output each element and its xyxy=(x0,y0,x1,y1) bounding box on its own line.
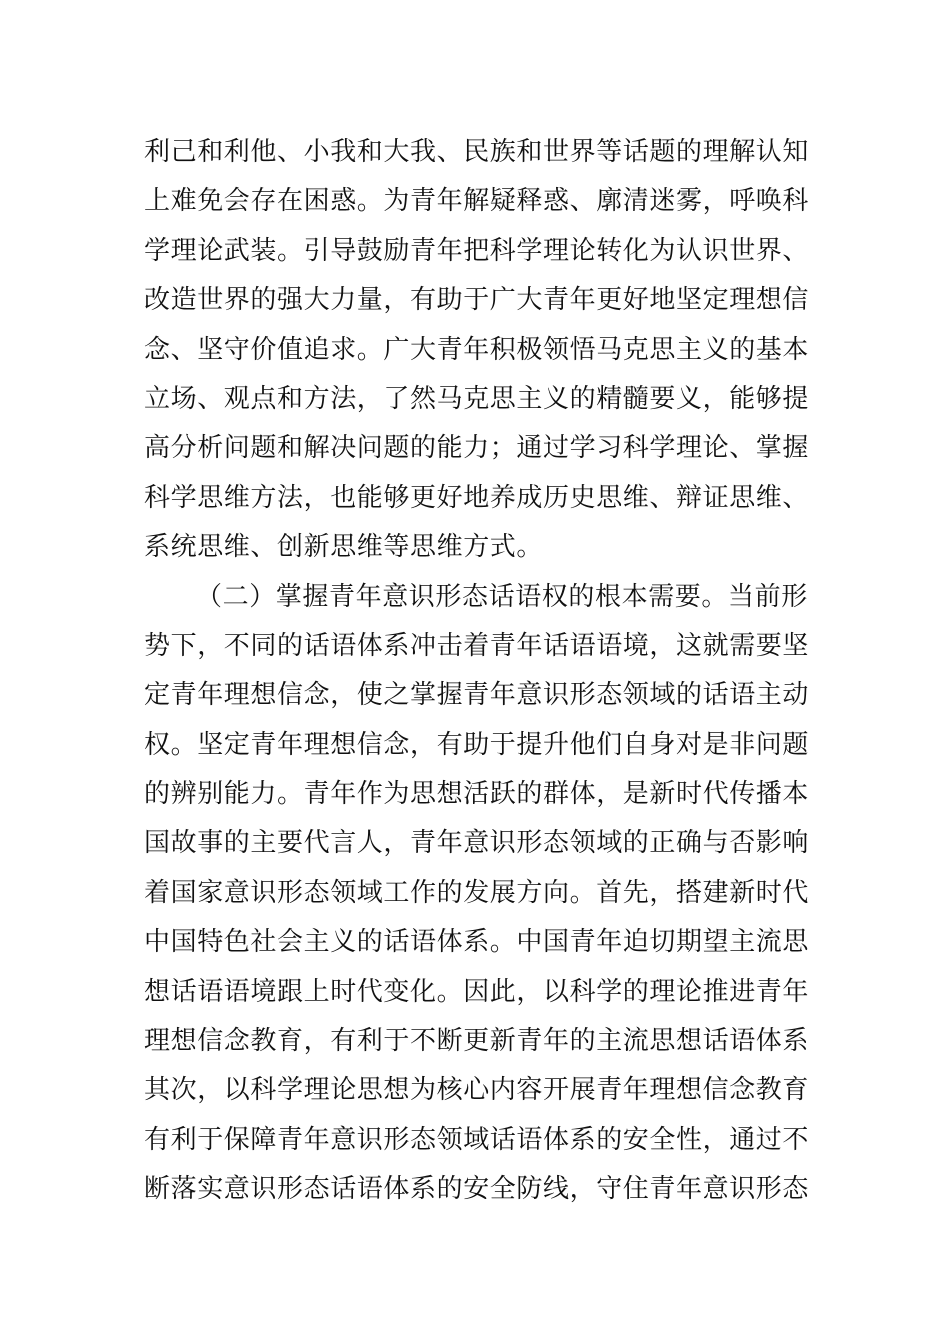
text-line: 理想信念教育，有利于不断更新青年的主流思想话语体系 xyxy=(144,1026,810,1057)
text-line: 想话语语境跟上时代变化。因此，以科学的理论推进青年 xyxy=(144,976,810,1007)
text-line: 断落实意识形态话语体系的安全防线，守住青年意识形态 xyxy=(144,1174,810,1205)
body-text xyxy=(144,128,808,1215)
text-line: 科学思维方法，也能够更好地养成历史思维、辩证思维、 xyxy=(144,482,810,513)
text-line: 上难免会存在困惑。为青年解疑释惑、廓清迷雾，呼唤科 xyxy=(144,186,810,217)
text-line: 中国特色社会主义的话语体系。中国青年迫切期望主流思 xyxy=(144,927,810,958)
text-line: 着国家意识形态领域工作的发展方向。首先，搭建新时代 xyxy=(144,877,810,908)
text-line: 立场、观点和方法，了然马克思主义的精髓要义，能够提 xyxy=(144,383,810,414)
text-line: 改造世界的强大力量，有助于广大青年更好地坚定理想信 xyxy=(144,285,810,316)
text-line: 高分析问题和解决问题的能力；通过学习科学理论、掌握 xyxy=(144,433,810,464)
section-heading-line: （二）掌握青年意识形态话语权的根本需要。当前形 xyxy=(196,581,808,612)
text-line: 势下，不同的话语体系冲击着青年话语语境，这就需要坚 xyxy=(144,630,810,661)
text-line: 国故事的主要代言人，青年意识形态领域的正确与否影响 xyxy=(144,828,810,859)
text-line: 定青年理想信念，使之掌握青年意识形态领域的话语主动 xyxy=(144,680,810,711)
text-line: 有利于保障青年意识形态领域话语体系的安全性，通过不 xyxy=(144,1124,810,1155)
text-line: 念、坚守价值追求。广大青年积极领悟马克思主义的基本 xyxy=(144,334,810,365)
text-line: 其次，以科学理论思想为核心内容开展青年理想信念教育 xyxy=(144,1075,810,1106)
text-line: 利己和利他、小我和大我、民族和世界等话题的理解认知 xyxy=(144,137,810,167)
text-line: 系统思维、创新思维等思维方式。 xyxy=(144,532,544,563)
text-line: 的辨别能力。青年作为思想活跃的群体，是新时代传播本 xyxy=(144,779,810,810)
text-line: 学理论武装。引导鼓励青年把科学理论转化为认识世界、 xyxy=(144,235,810,266)
text-line: 权。坚定青年理想信念，有助于提升他们自身对是非问题 xyxy=(144,729,810,760)
